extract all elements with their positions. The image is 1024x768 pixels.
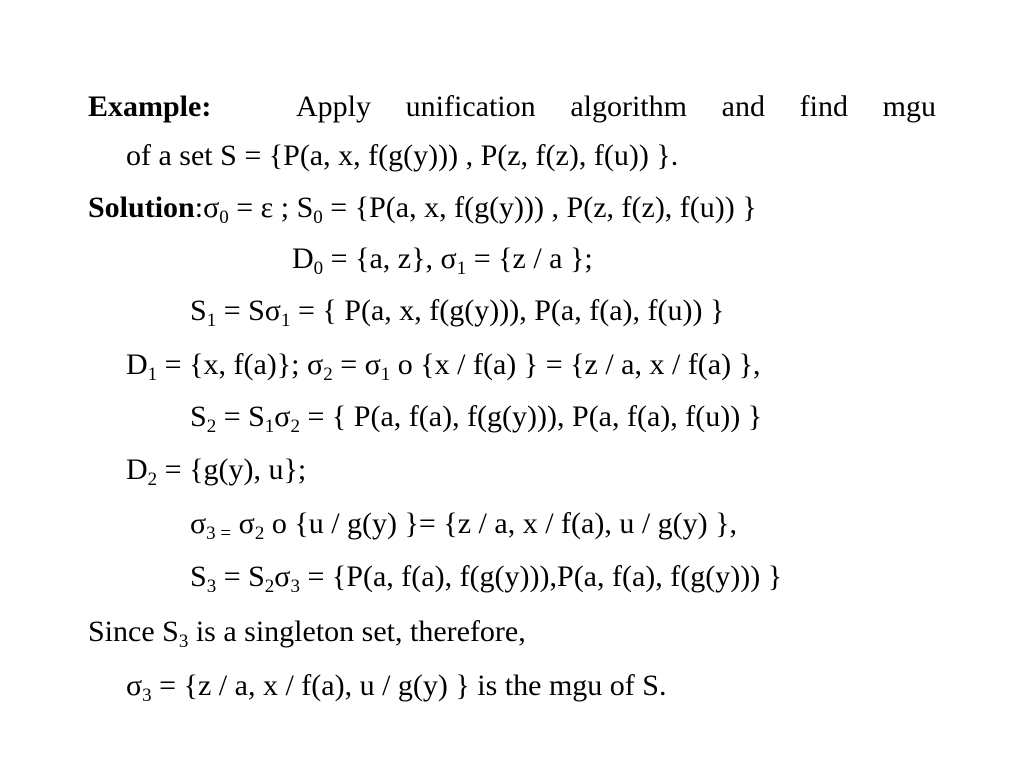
solution-line: $Solution:\sigma_0 = \varepsilon$ ; $S_0 = \{P(a$, x, f(g(y))) , P(z, f(z), f(u)) } [88,191,757,228]
s1-line: $S_1 = S\sigma_1$ = { P(a, x, f(g(y))), P(a, f(a), f(u)) } [190,294,725,331]
since-line: Since $S_3$ is a singleton set, therefore, [88,615,526,652]
example-statement-line2: of a set S = {P(a, x, f(g(y))) , P(z, f(z), f(u)) }. [126,139,679,172]
s2-line: $S_2 = S_1\sigma_2$ = { P(a, f(a), f(g(y))), P(a, f(a), f(u)) } [190,400,763,437]
example-label-line [88,92,211,122]
example-word: and [721,90,765,123]
d1-line: $D_1 = \{x$, f(a)}; $\sigma_2 = \sigma_1$ o {x / f(a) } = {z / a, x / f(a) }, [126,348,761,385]
example-statement-line1 [296,92,936,122]
s3-line: $S_3 = S_2\sigma_3 = \{P(a$, f(a), f(g(y))),P(a, f(a), f(g(y))) } [190,560,783,597]
d2-line: $D_2 = \{g(y)$, u}; [126,453,307,490]
d0-line: $D_0 = \{a$, z}, $\sigma_1 = \{z / a$ }; [292,242,593,279]
example-word: Apply [296,90,371,123]
example-word: algorithm [570,90,687,123]
example-word: mgu [882,90,936,123]
example-word: find [799,90,848,123]
example-word: unification [405,90,536,123]
conclusion-line: $\sigma_3 = \{z / a$, x / f(a), u / g(y) } is the mgu of S. [126,669,667,706]
example-label: Example: [88,90,212,123]
solution-label: Solution [88,191,195,224]
sigma3-line: $\sigma_3$ $_=$ $\sigma_2$ o {u / g(y) }= {z / a, x / f(a), u / g(y) }, [190,507,738,544]
